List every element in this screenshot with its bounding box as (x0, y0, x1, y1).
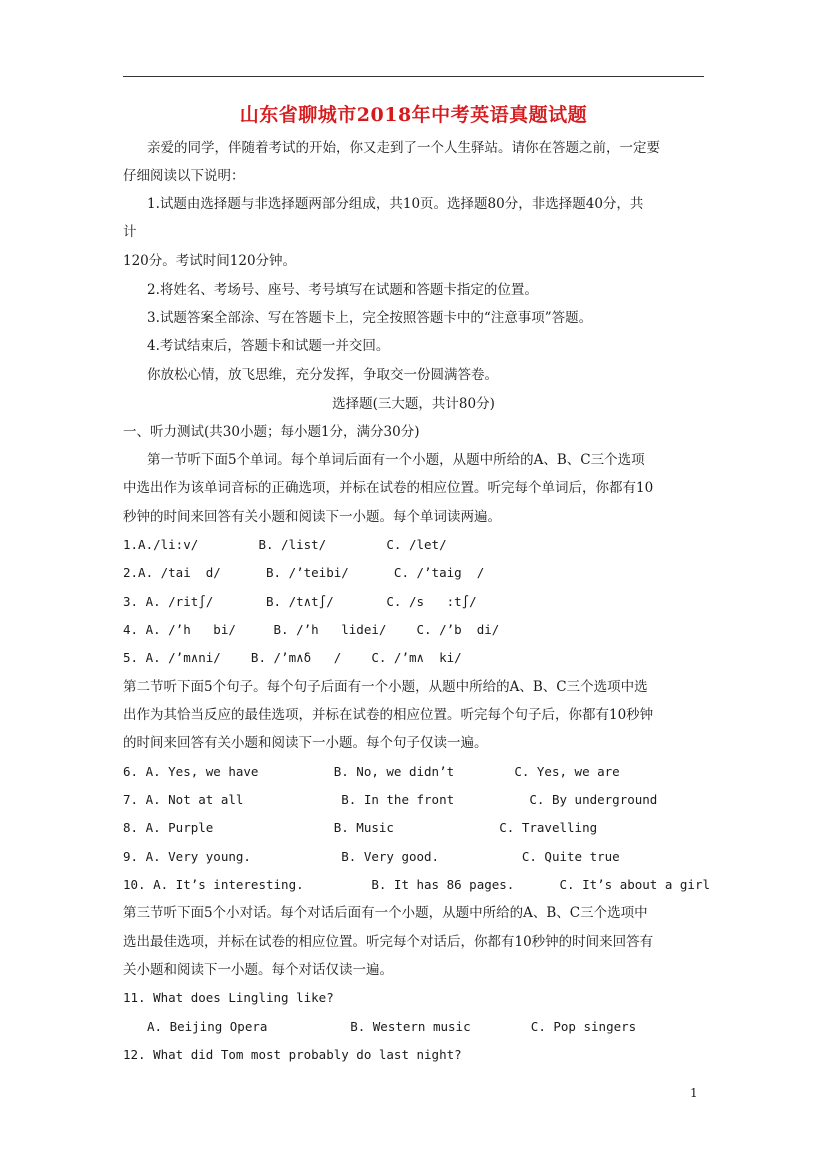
sec1-instr-line1: 第一节听下面5个单词。每个单词后面有一个小题，从题中所给的A、B、C三个选项 (147, 452, 645, 468)
question-12: 12. What did Tom most probably do last night? (123, 1047, 462, 1062)
question-10: 10. A. It’s interesting. B. It has 86 pages. C. It’s about a girl (123, 877, 710, 892)
question-2: 2.A. /tai d/ B. /’teibi/ C. /’taig / (123, 565, 485, 580)
sec3-instr-line3: 关小题和阅读下一小题。每个对话仅读一遍。 (123, 962, 393, 978)
question-4: 4. A. /’h bi/ B. /’h lidei/ C. /’b di/ (123, 622, 500, 637)
question-9: 9. A. Very young. B. Very good. C. Quite true (123, 849, 620, 864)
page-title: 山东省聊城市2018年中考英语真题试题 (239, 104, 588, 126)
rule-2: 2.将姓名、考场号、座号、考号填写在试题和答题卡指定的位置。 (147, 282, 538, 298)
question-3: 3. A. /rit∫/ B. /t∧t∫/ C. /s :t∫/ (123, 594, 477, 609)
sec1-instr-line3: 秒钟的时间来回答有关小题和阅读下一小题。每个单词读两遍。 (123, 509, 501, 525)
sec2-instr-line1: 第二节听下面5个句子。每个句子后面有一个小题，从题中所给的A、B、C三个选项中选 (123, 679, 648, 695)
question-7: 7. A. Not at all B. In the front C. By underground (123, 792, 658, 807)
question-11-options: A. Beijing Opera B. Western music C. Pop singers (147, 1019, 637, 1034)
question-11: 11. What does Lingling like? (123, 990, 334, 1005)
section-header: 选择题(三大题，共计80分) (332, 396, 495, 412)
rule-3: 3.试题答案全部涂、写在答题卡上，完全按照答题卡中的“注意事项”答题。 (147, 310, 593, 326)
page-number: 1 (690, 1086, 698, 1100)
question-8: 8. A. Purple B. Music C. Travelling (123, 820, 598, 835)
sec2-instr-line3: 的时间来回答有关小题和阅读下一小题。每个句子仅读一遍。 (123, 735, 488, 751)
rule-1-line2: 计 (123, 224, 137, 240)
rule-1-line1: 1.试题由选择题与非选择题两部分组成，共10页。选择题80分，非选择题40分，共 (147, 196, 644, 212)
question-5: 5. A. /’m∧ni/ B. /’m∧δ / C. /’m∧ ki/ (123, 650, 462, 665)
sec1-instr-line2: 中选出作为该单词音标的正确选项，并标在试卷的相应位置。听完每个单词后，你都有10 (123, 480, 654, 496)
intro-wish: 你放松心情，放飞思维，充分发挥，争取交一份圆满答卷。 (147, 367, 498, 383)
sec3-instr-line1: 第三节听下面5个小对话。每个对话后面有一个小题，从题中所给的A、B、C三个选项中 (123, 905, 648, 921)
rule-4: 4.考试结束后，答题卡和试题一并交回。 (147, 338, 390, 354)
question-6: 6. A. Yes, we have B. No, we didn’t C. Yes, we are (123, 764, 620, 779)
question-1: 1.A./li:v/ B. /list/ C. /let/ (123, 537, 447, 552)
part1-heading: 一、听力测试(共30小题；每小题1分，满分30分) (123, 424, 420, 440)
sec2-instr-line2: 出作为其恰当反应的最佳选项，并标在试卷的相应位置。听完每个句子后，你都有10秒钟 (123, 707, 654, 723)
intro-greeting-line2: 仔细阅读以下说明： (123, 168, 245, 184)
sec3-instr-line2: 选出最佳选项，并标在试卷的相应位置。听完每个对话后，你都有10秒钟的时间来回答有 (123, 934, 654, 950)
intro-greeting-line1: 亲爱的同学，伴随着考试的开始，你又走到了一个人生驿站。请你在答题之前，一定要 (147, 140, 660, 156)
header-rule (123, 76, 704, 77)
rule-1-line3: 120分。考试时间120分钟。 (123, 253, 297, 269)
